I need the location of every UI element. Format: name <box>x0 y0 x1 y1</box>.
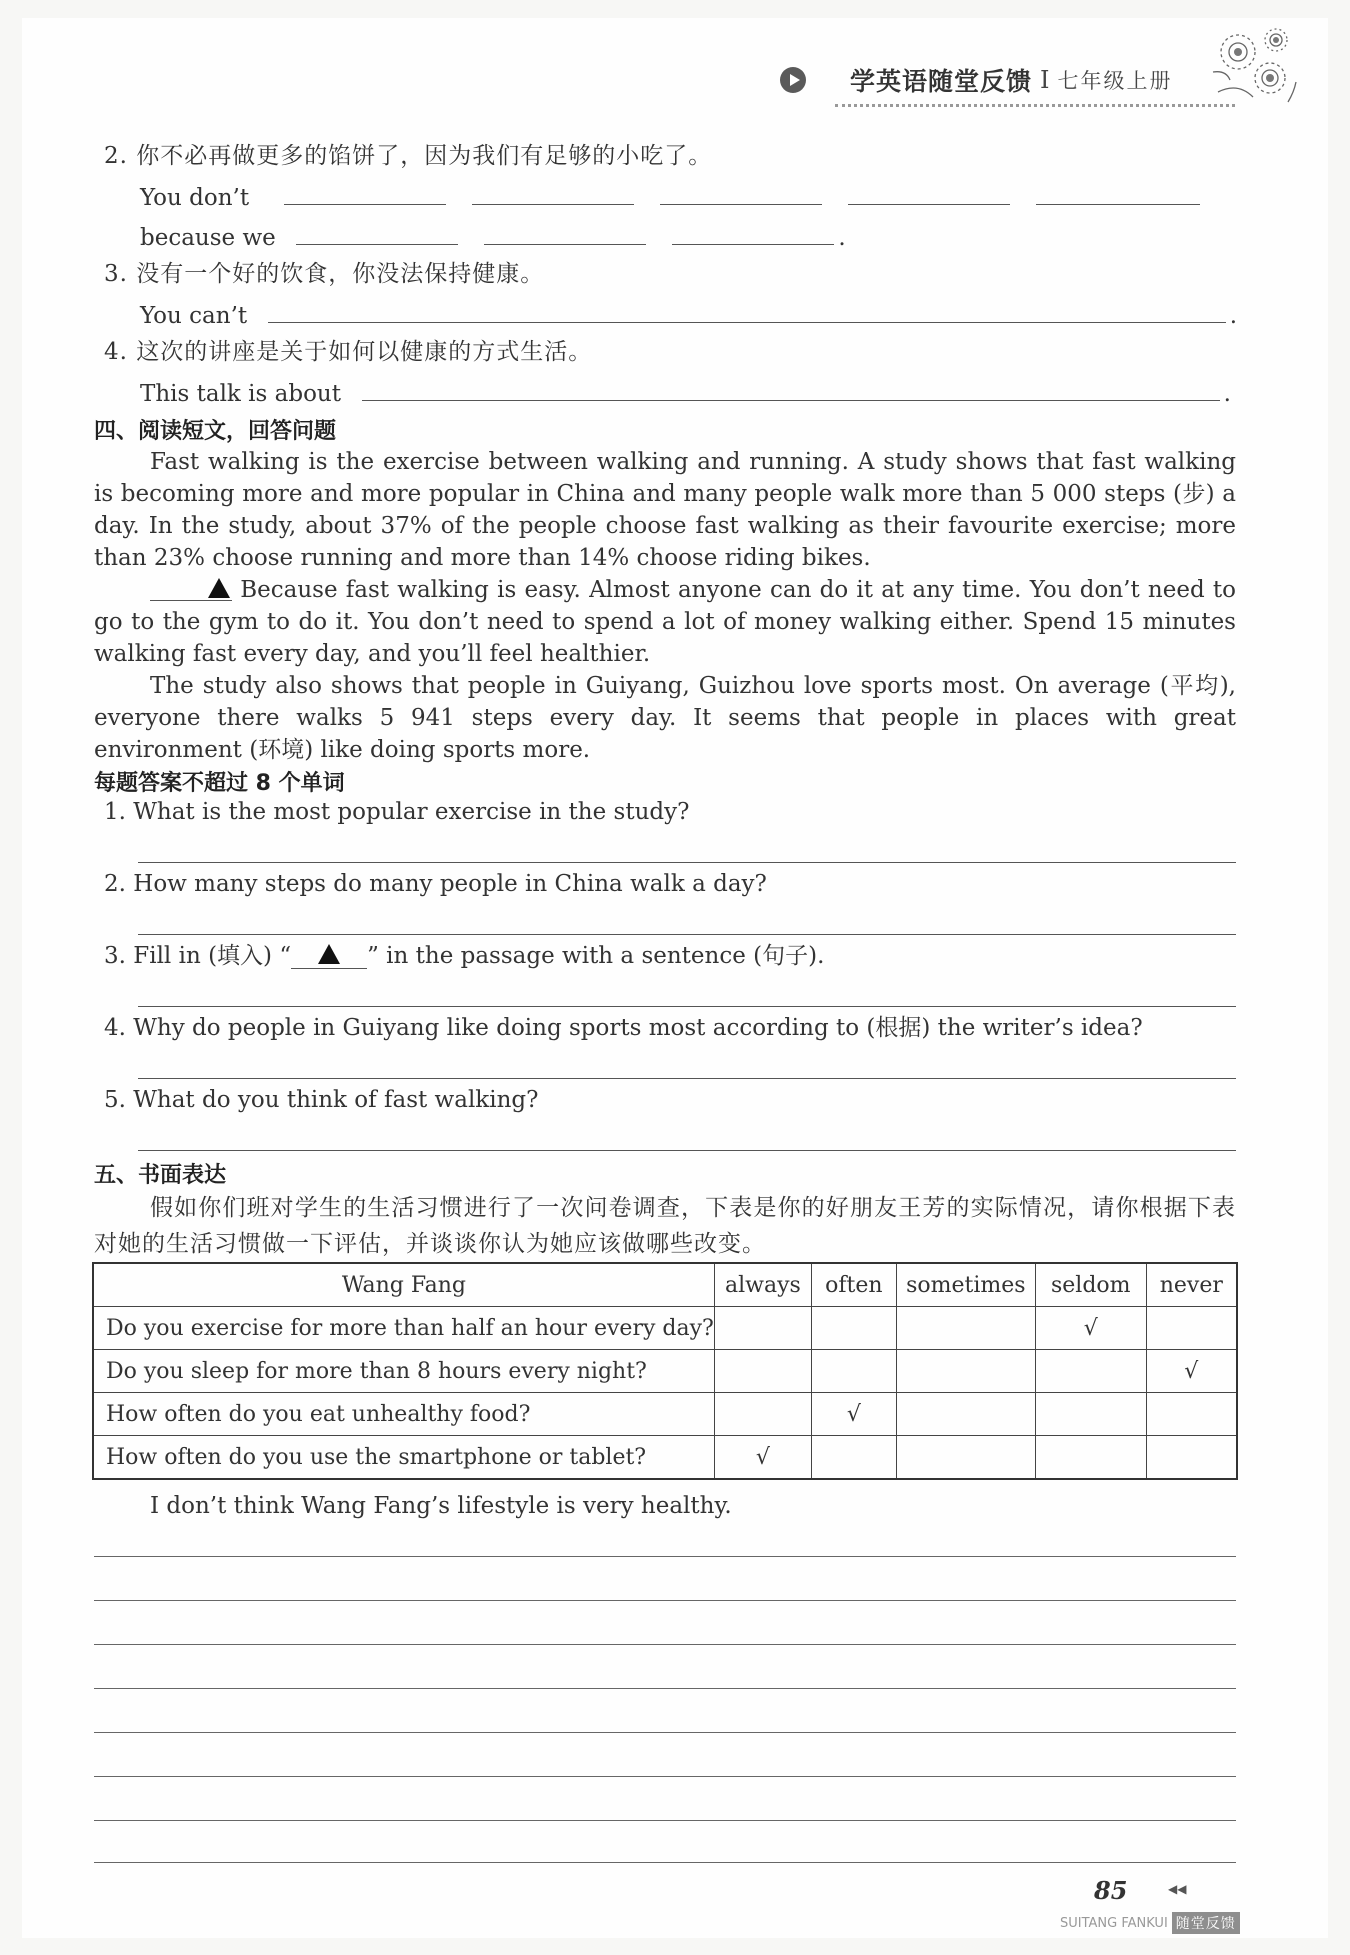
play-icon <box>780 67 806 93</box>
check-cell <box>896 1436 1035 1480</box>
q2-blank-3[interactable] <box>660 182 822 205</box>
check-cell <box>811 1307 896 1350</box>
q2-blank-1[interactable] <box>284 182 446 205</box>
header-always: always <box>714 1263 811 1307</box>
table-header-row <box>93 1263 1237 1307</box>
passage-paragraph-1: Fast walking is the exercise between walking and running. A study shows that fast walking is becoming more and more popular in China and many people walk more than 5 000 steps (步) a day. In the study, about 37% of the people choose fast walking as their favourite exercise; more than 23% choose running and more than 14% choose riding bikes. <box>94 449 1236 571</box>
check-cell <box>1035 1350 1146 1393</box>
answer-line-4[interactable] <box>138 1078 1236 1079</box>
q3-lead: You can’t <box>140 303 248 329</box>
question-3-triangle-blank <box>291 942 367 969</box>
row-question: How often do you use the smartphone or tablet? <box>93 1436 714 1480</box>
page-number: 85 <box>1094 1876 1128 1905</box>
triangle-icon <box>208 578 230 598</box>
q2-line2 <box>140 222 846 252</box>
answer-instruction: 每题答案不超过 8 个单词 <box>94 771 345 796</box>
header-wang-fang: Wang Fang <box>93 1263 714 1307</box>
q2-blank-7[interactable] <box>484 222 646 245</box>
table-row <box>93 1436 1237 1480</box>
q2-chinese: 2. 你不必再做更多的馅饼了，因为我们有足够的小吃了。 <box>104 143 713 169</box>
question-3-tail: ” in the passage with a sentence (句子). <box>367 943 825 969</box>
q2-end-period: . <box>838 225 846 251</box>
q2-line2-lead: because we <box>140 225 276 251</box>
footer-brand-zh: 随堂反馈 <box>1172 1912 1240 1934</box>
answer-line-5[interactable] <box>138 1150 1236 1151</box>
question-3 <box>104 942 824 970</box>
writing-intro <box>94 1190 1236 1262</box>
check-cell <box>714 1393 811 1436</box>
passage-paragraph-2-text: Because fast walking is easy. Almost anyone can do it at any time. You don’t need to go to the gym to do it. You don’t need to spend a lot of money walking either. Spend 15 minutes walking fast every day, and you’ll feel healthier. <box>94 577 1236 667</box>
footer-brand <box>1060 1912 1240 1934</box>
reading-passage <box>94 446 1236 766</box>
check-cell: √ <box>714 1436 811 1480</box>
q2-line1-lead: You don’t <box>140 185 250 211</box>
header-sometimes: sometimes <box>896 1263 1035 1307</box>
table-row <box>93 1307 1237 1350</box>
check-cell: √ <box>811 1393 896 1436</box>
row-question: Do you exercise for more than half an hour every day? <box>93 1307 714 1350</box>
header-dotted-rule <box>835 104 1235 107</box>
writing-starter: I don’t think Wang Fang’s lifestyle is very healthy. <box>150 1493 732 1519</box>
check-cell <box>1035 1393 1146 1436</box>
writing-line[interactable] <box>94 1600 1236 1601</box>
check-cell <box>714 1350 811 1393</box>
writing-line[interactable] <box>94 1862 1236 1863</box>
q3-chinese: 3. 没有一个好的饮食，你没法保持健康。 <box>104 261 545 287</box>
writing-line[interactable] <box>94 1644 1236 1645</box>
section-4-heading: 四、阅读短文，回答问题 <box>94 419 337 444</box>
q2-line1 <box>140 182 1200 212</box>
q4-end-period: . <box>1223 381 1231 407</box>
flower-decoration-icon <box>1208 22 1300 108</box>
check-cell <box>1146 1393 1237 1436</box>
q4-chinese: 4. 这次的讲座是关于如何以健康的方式生活。 <box>104 339 593 365</box>
passage-paragraph-3: The study also shows that people in Guiyang, Guizhou love sports most. On average (平均), everyone there walks 5 941 steps every day. It seems that people in places with great environment (环境) like doing sports more. <box>94 673 1236 763</box>
grade-label: 七年级上册 <box>1057 69 1173 93</box>
header-never: never <box>1146 1263 1237 1307</box>
question-1: 1. What is the most popular exercise in the study? <box>104 799 690 825</box>
header-often: often <box>811 1263 896 1307</box>
q3-line <box>140 300 1237 330</box>
q4-blank[interactable] <box>362 378 1220 401</box>
table-row <box>93 1393 1237 1436</box>
answer-line-2[interactable] <box>138 934 1236 935</box>
passage-triangle-blank[interactable] <box>150 574 232 601</box>
q2-blank-4[interactable] <box>848 182 1010 205</box>
habit-survey-table <box>92 1262 1238 1480</box>
row-question: How often do you eat unhealthy food? <box>93 1393 714 1436</box>
check-cell <box>1146 1307 1237 1350</box>
book-title: 学英语随堂反馈 <box>850 67 1033 96</box>
section-5-heading: 五、书面表达 <box>94 1163 227 1188</box>
check-cell <box>1146 1436 1237 1480</box>
check-cell <box>896 1307 1035 1350</box>
writing-line[interactable] <box>94 1556 1236 1557</box>
double-arrow-left-icon: ◀◀ <box>1168 1882 1187 1896</box>
check-cell <box>811 1436 896 1480</box>
check-cell <box>896 1350 1035 1393</box>
check-cell: √ <box>1035 1307 1146 1350</box>
q2-blank-5[interactable] <box>1036 182 1200 205</box>
answer-line-3[interactable] <box>138 1006 1236 1007</box>
q3-end-period: . <box>1229 303 1238 329</box>
q2-blank-8[interactable] <box>672 222 834 245</box>
q4-line <box>140 378 1231 408</box>
triangle-icon <box>318 944 340 964</box>
writing-line[interactable] <box>94 1776 1236 1777</box>
header-seldom: seldom <box>1035 1263 1146 1307</box>
passage-paragraph-2 <box>94 574 1236 670</box>
footer-brand-en: SUITANG FANKUI <box>1060 1915 1168 1931</box>
check-cell <box>1035 1436 1146 1480</box>
row-question: Do you sleep for more than 8 hours every night? <box>93 1350 714 1393</box>
check-cell <box>714 1307 811 1350</box>
writing-line[interactable] <box>94 1820 1236 1821</box>
writing-line[interactable] <box>94 1732 1236 1733</box>
question-4: 4. Why do people in Guiyang like doing sports most according to (根据) the writer’s idea? <box>104 1015 1143 1041</box>
answer-line-1[interactable] <box>138 862 1236 863</box>
q3-blank[interactable] <box>268 300 1226 323</box>
check-cell: √ <box>1146 1350 1237 1393</box>
writing-intro-text: 假如你们班对学生的生活习惯进行了一次问卷调查，下表是你的好朋友王芳的实际情况，请你根据下表对她的生活习惯做一下评估，并谈谈你认为她应该做哪些改变。 <box>94 1195 1236 1257</box>
question-5: 5. What do you think of fast walking? <box>104 1087 539 1113</box>
header-separator: I <box>1040 66 1050 94</box>
q2-blank-2[interactable] <box>472 182 634 205</box>
check-cell <box>896 1393 1035 1436</box>
q2-blank-6[interactable] <box>296 222 458 245</box>
table-row <box>93 1350 1237 1393</box>
q4-lead: This talk is about <box>140 381 341 407</box>
writing-line[interactable] <box>94 1688 1236 1689</box>
check-cell <box>811 1350 896 1393</box>
question-2: 2. How many steps do many people in China walk a day? <box>104 871 767 897</box>
page-header <box>780 62 1173 98</box>
question-3-lead: 3. Fill in (填入) “ <box>104 943 292 969</box>
